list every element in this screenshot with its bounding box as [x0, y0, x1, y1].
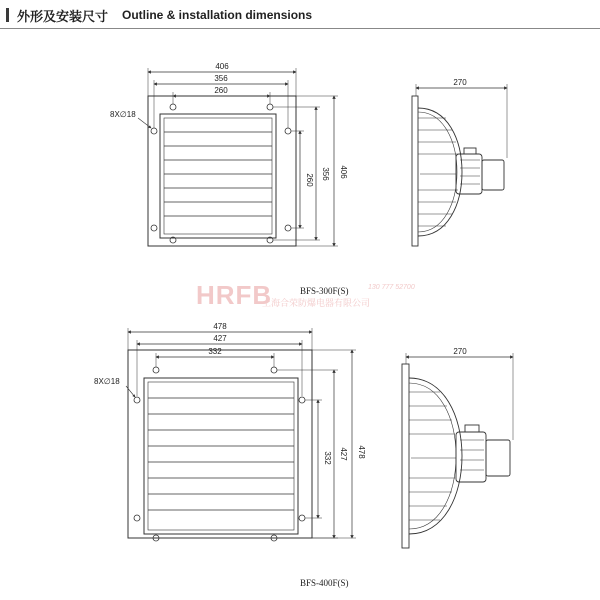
top-height-outer: 406: [339, 165, 348, 179]
top-height-inner: 260: [305, 173, 314, 187]
top-height-mid: 356: [321, 167, 330, 181]
bottom-mounting-holes: [134, 367, 305, 541]
watermark-company: 上海合荣防爆电器有限公司: [262, 299, 371, 309]
bottom-width-mid: 427: [213, 334, 227, 343]
bottom-louver-frame: [144, 378, 298, 534]
title-chinese: 外形及安装尺寸: [17, 9, 109, 25]
bottom-height-inner: 332: [323, 451, 332, 465]
bottom-front-view: [126, 328, 356, 541]
top-width-mid: 356: [214, 74, 228, 83]
top-hole-label: 8X∅18: [110, 110, 136, 119]
top-louver-slats: [164, 132, 272, 216]
top-side-view: [412, 84, 507, 246]
top-depth: 270: [453, 78, 467, 87]
top-front-view: [138, 68, 338, 246]
top-mounting-holes: [151, 104, 291, 243]
top-side-plate: [412, 96, 418, 246]
top-side-guard: [418, 108, 462, 236]
top-outer-plate: [148, 96, 296, 246]
top-width-outer: 406: [215, 62, 229, 71]
bottom-height-mid: 427: [339, 447, 348, 461]
watermark-phone: 130 777 52700: [368, 284, 415, 291]
bottom-side-view: [402, 353, 513, 548]
bottom-hole-label: 8X∅18: [94, 377, 120, 386]
bottom-louver-slats: [148, 398, 294, 510]
bottom-height-outer: 478: [357, 445, 366, 459]
top-model-label: BFS-300F(S): [300, 286, 349, 296]
title-english: Outline & installation dimensions: [122, 8, 313, 22]
bottom-side-plate: [402, 364, 409, 548]
bottom-model-label: BFS-400F(S): [300, 578, 349, 588]
top-width-inner: 260: [214, 86, 228, 95]
top-louver-frame: [160, 114, 276, 238]
bottom-width-outer: 478: [213, 322, 227, 331]
watermark-logo: HRFB: [196, 280, 273, 310]
bottom-depth: 270: [453, 347, 467, 356]
bottom-side-guard: [409, 378, 462, 534]
bottom-width-inner: 332: [208, 347, 222, 356]
